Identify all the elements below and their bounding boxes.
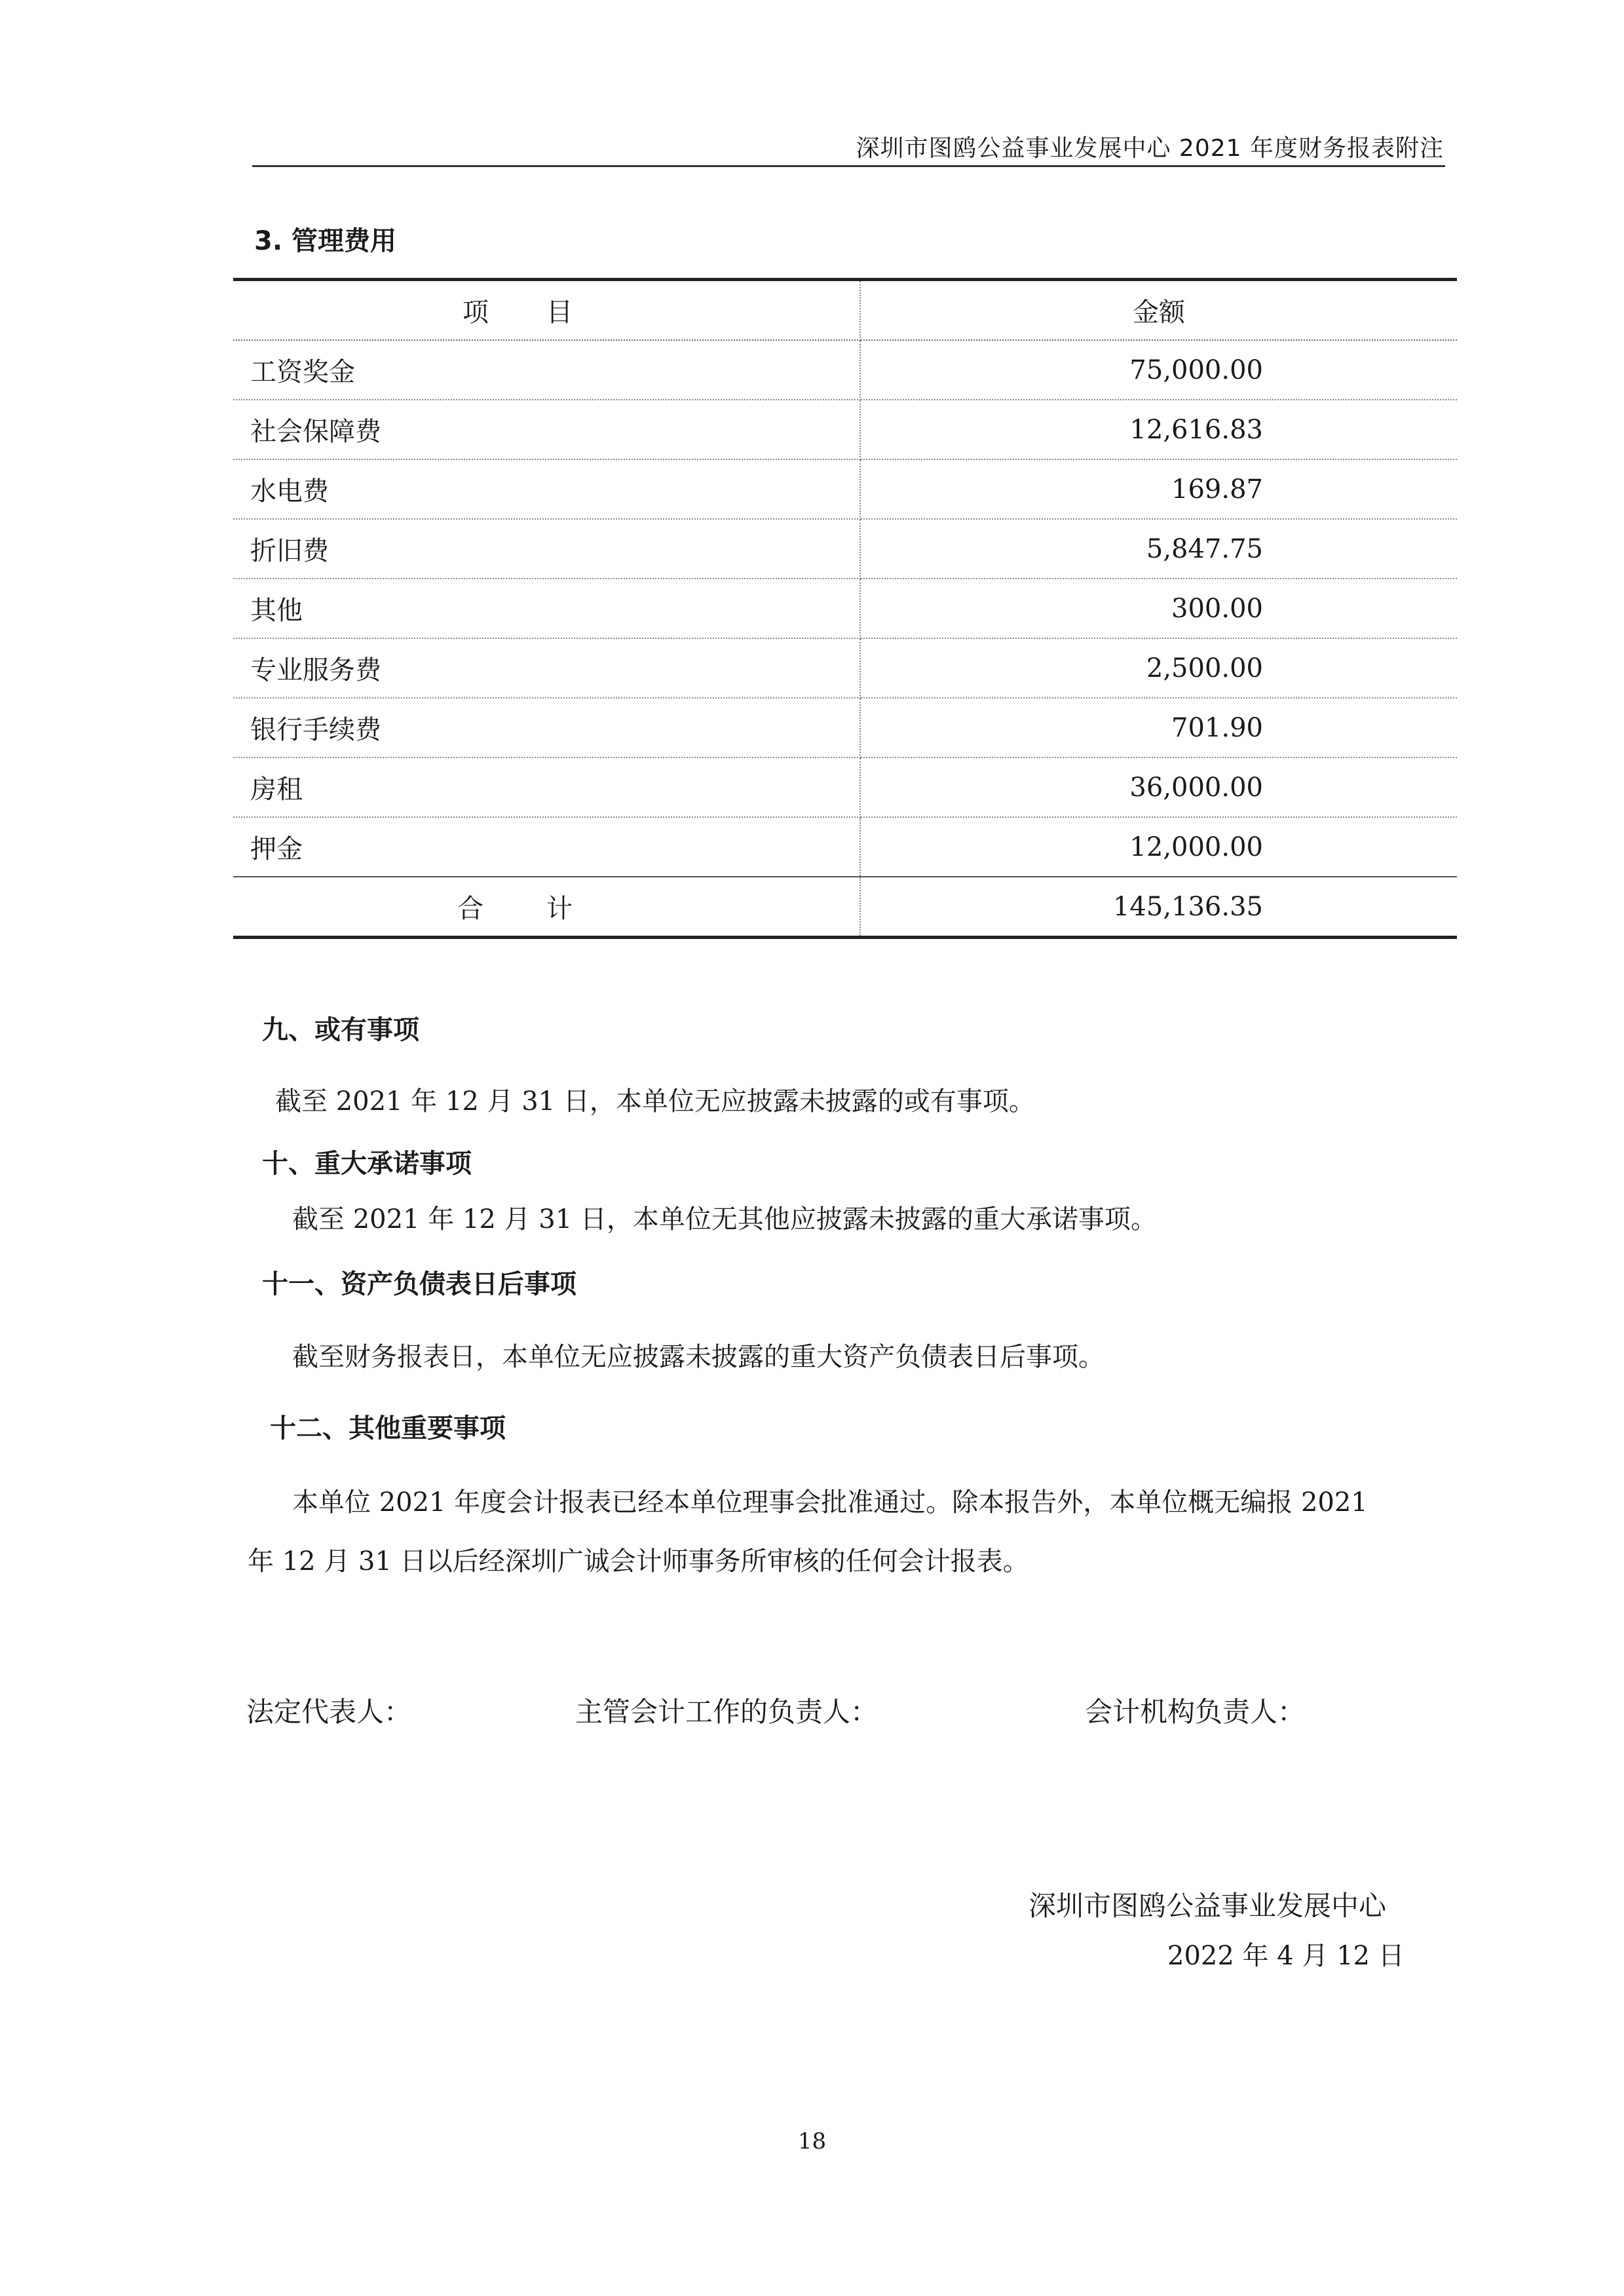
table-header-row <box>233 280 1457 341</box>
row-item: 折旧费 <box>233 519 860 579</box>
accounting-supervisor-label: 主管会计工作的负责人： <box>575 1696 878 1728</box>
row-amount: 75,000.00 <box>860 340 1457 400</box>
row-item: 水电费 <box>233 459 860 519</box>
section-12-title: 十二、其他重要事项 <box>270 1413 506 1444</box>
row-item: 其他 <box>233 579 860 638</box>
row-amount: 2,500.00 <box>860 638 1457 698</box>
section-10-title: 十、重大承诺事项 <box>262 1149 472 1179</box>
row-item: 银行手续费 <box>233 698 860 757</box>
column-header-amount: 金额 <box>860 280 1457 341</box>
row-item: 房租 <box>233 757 860 817</box>
section-12-body-line2: 年 12 月 31 日以后经深圳广诚会计师事务所审核的任何会计报表。 <box>248 1546 1029 1577</box>
table-row <box>233 817 1457 877</box>
header-rule <box>252 165 1445 167</box>
table-row <box>233 638 1457 698</box>
total-label: 合计 <box>233 877 860 938</box>
admin-expense-table <box>233 278 1457 939</box>
legal-representative-label: 法定代表人： <box>246 1696 412 1728</box>
row-amount: 169.87 <box>860 459 1457 519</box>
section-11-title: 十一、资产负债表日后事项 <box>262 1269 576 1299</box>
row-amount: 36,000.00 <box>860 757 1457 817</box>
table-row <box>233 340 1457 400</box>
table-row <box>233 698 1457 757</box>
row-amount: 701.90 <box>860 698 1457 757</box>
report-date: 2022 年 4 月 12 日 <box>1167 1941 1405 1971</box>
table-total-row <box>233 877 1457 938</box>
table-row <box>233 579 1457 638</box>
total-amount: 145,136.35 <box>860 877 1457 938</box>
fee-section-title: 3. 管理费用 <box>254 226 396 256</box>
table-row <box>233 519 1457 579</box>
table-row <box>233 459 1457 519</box>
table-row <box>233 757 1457 817</box>
section-12-body-line1: 本单位 2021 年度会计报表已经本单位理事会批准通过。除本报告外，本单位概无编报 2021 <box>292 1487 1368 1518</box>
row-amount: 300.00 <box>860 579 1457 638</box>
row-item: 工资奖金 <box>233 340 860 400</box>
organization-name: 深圳市图鸥公益事业发展中心 <box>1029 1890 1387 1922</box>
running-header: 深圳市图鸥公益事业发展中心 2021 年度财务报表附注 <box>856 135 1444 162</box>
section-9-title: 九、或有事项 <box>262 1015 419 1045</box>
section-10-body: 截至 2021 年 12 月 31 日，本单位无其他应披露未披露的重大承诺事项。 <box>292 1204 1157 1234</box>
column-header-item: 项目 <box>233 280 860 341</box>
accounting-dept-head-label: 会计机构负责人： <box>1085 1696 1306 1728</box>
page-number: 18 <box>797 2128 827 2154</box>
row-item: 押金 <box>233 817 860 877</box>
row-item: 专业服务费 <box>233 638 860 698</box>
row-item: 社会保障费 <box>233 400 860 459</box>
row-amount: 5,847.75 <box>860 519 1457 579</box>
section-9-body: 截至 2021 年 12 月 31 日，本单位无应披露未披露的或有事项。 <box>275 1086 1035 1117</box>
row-amount: 12,616.83 <box>860 400 1457 459</box>
row-amount: 12,000.00 <box>860 817 1457 877</box>
section-11-body: 截至财务报表日，本单位无应披露未披露的重大资产负债表日后事项。 <box>292 1342 1105 1372</box>
table-row <box>233 400 1457 459</box>
